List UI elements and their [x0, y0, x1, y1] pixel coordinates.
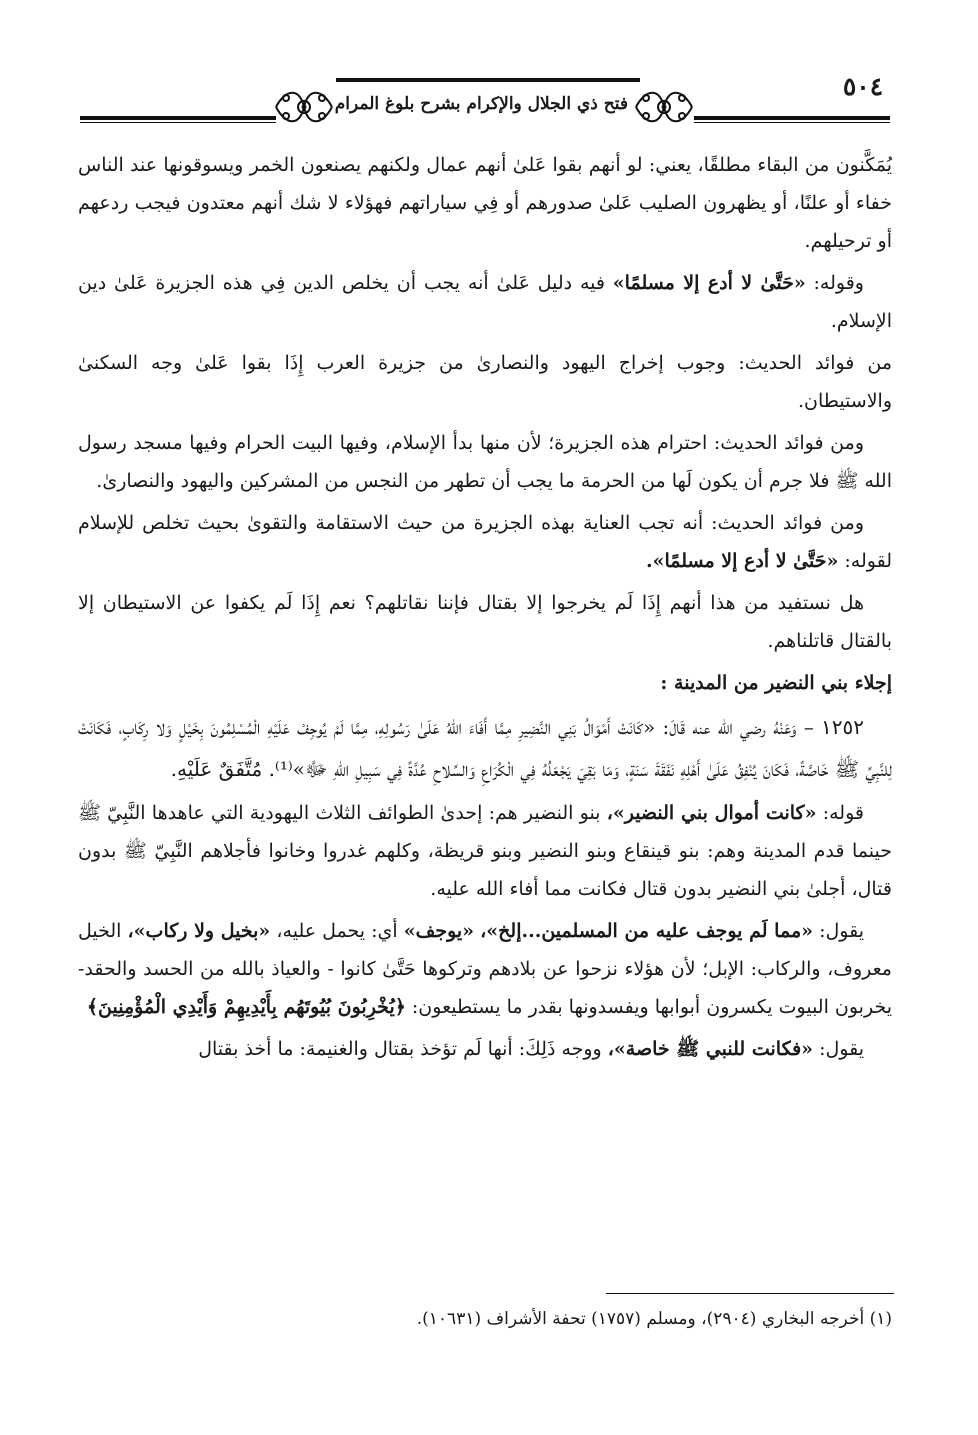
paragraph-8-quote-3: «بخيل ولا ركاب»،: [127, 920, 271, 942]
paragraph-9-lead: يقول:: [819, 1038, 864, 1060]
paragraph-8-quote-1: «مما لَم يوجف عليه من المسلمين...إلخ»،: [480, 920, 813, 942]
page-number: ٥٠٤: [842, 72, 884, 101]
paragraph-6: هل نستفيد من هذا أنهم إِذَا لَم يخرجوا إلا بقتال فإننا نقاتلهم؟ نعم إِذَا لَم يكفوا عن الاستيطان إلا بالقتال قاتلناهم.: [78, 592, 892, 652]
paragraph-8-mid: أي: يحمل عليه،: [276, 920, 398, 942]
main-text: [78, 146, 892, 1072]
paragraph-5-lead: ومن فوائد الحديث: أنه تجب العناية بهذه الجزيرة من حيث الاستقامة والتقوىٰ بحيث تخلص للإسلام لقوله:: [78, 512, 892, 572]
paragraph-7-quote: «كانت أموال بني النضير»،: [606, 802, 817, 824]
paragraph-4: ومن فوائد الحديث: احترام هذه الجزيرة؛ لأن منها بدأ الإسلام، وفيها البيت الحرام وفيها مسجد رسول الله ﷺ فلا جرم أن يكون لَها من الحرمة ما يجب أن تطهر من النجس من المشركين واليهود والنصارىٰ.: [78, 432, 892, 492]
header-rule-left-thin: [80, 122, 276, 123]
paragraph-8-lead: يقول:: [819, 920, 864, 942]
paragraph-7-rest: بنو النضير هم: إحدىٰ الطوائف الثلاث اليهودية التي عاهدها النَّبِيّ ﷺ حينما قدم المدينة وهم: بنو قينقاع وبنو النضير وبنو قريظة، وكلهم غدروا وخانوا فأجلاهم النَّبِيّ ﷺ بدون قتال، أجلىٰ بني النضير بدون قتال فكانت مما أفاء الله عليه.: [78, 802, 892, 900]
ornament-left-icon: [272, 84, 336, 130]
page-header: [80, 72, 890, 138]
paragraph-5-quote: «حَتَّىٰ لا أدع إلا مسلمًا».: [646, 550, 839, 572]
paragraph-8-quote-2: «يوجف»: [403, 920, 475, 942]
paragraph-8: [78, 912, 892, 1026]
header-rule-left: [80, 116, 276, 120]
paragraph-9-quote: «فكانت للنبي ﷺ خاصة»،: [607, 1038, 814, 1060]
paragraph-7-lead: قوله:: [822, 802, 864, 824]
paragraph-3: من فوائد الحديث: وجوب إخراج اليهود والنصارىٰ من جزيرة العرب إِذَا بقوا عَلىٰ وجه السكنىٰ والاستيطان.: [78, 352, 892, 412]
paragraph-9-mid: ووجه ذَلِكَ:: [518, 1038, 602, 1060]
ornament-right-icon: [632, 84, 696, 130]
header-rule-right-thin: [694, 122, 890, 123]
paragraph-2: [78, 264, 892, 340]
footnote-divider: [606, 1293, 894, 1294]
header-rule-right: [694, 116, 890, 120]
footnote: (١) أخرجه البخاري (٢٩٠٤)، ومسلم (١٧٥٧) تحفة الأشراف (١٠٦٣١).: [416, 1309, 892, 1329]
paragraph-9: [78, 1030, 892, 1068]
hadith-text: ١٢٥٢ – وَعَنْهُ رضي الله عنه قَالَ: «كَانَتْ أَمْوَالُ بَنِي النَّضِيرِ مِمَّا أَفَاءَ اللهُ عَلَىٰ رَسُولِهِ، مِمَّا لَمْ يُوجِفْ عَلَيْهِ الْمُسْلِمُونَ بِخَيْلٍ وَلا رِكَابٍ، فَكَانَتْ لِلنَّبِيِّ ﷺ خَاصَّةً، فَكَانَ يُنْفِقُ عَلَىٰ أَهْلِهِ نَفَقَةَ سَنَةٍ، وَمَا بَقِيَ يَجْعَلُهُ فِي الْكُرَاعِ وَالسِّلاحِ عُدَّةً فِي سَبِيلِ اللهِ ﷻ»⁽¹⁾. مُتَّفَقٌ عَلَيْهِ.: [78, 715, 892, 781]
paragraph-1: يُمَكَّنون من البقاء مطلقًا، يعني: لو أنهم بقوا عَلىٰ أنهم عمال ولكنهم يصنعون الخمر ويسوقونها عند الناس خفاء أو علنًا، أو يظهرون الصليب عَلىٰ صدورهم أو فِي سياراتهم فهؤلاء لا شك أنهم معتدون فيجب ردعهم أو ترحيلهم.: [78, 154, 892, 252]
paragraph-2-rest: فيه دليل عَلىٰ أنه يجب أن يخلص الدين فِي هذه الجزيرة عَلىٰ دين الإسلام.: [78, 272, 892, 332]
paragraph-7: [78, 794, 892, 908]
paragraph-2-quote: «حَتَّىٰ لا أدع إلا مسلمًا»: [612, 272, 806, 294]
paragraph-8-quran: ﴿يُخْرِبُونَ بُيُوتَهُم بِأَيْدِيهِمْ وَأَيْدِي الْمُؤْمِنِينَ﴾: [86, 996, 406, 1018]
paragraph-8-rest: الخيل معروف، والركاب: الإبل؛ لأن هؤلاء نزحوا عن بلادهم وتركوها حَتَّىٰ كانوا - والعياذ بالله من الحسد والحقد- يخربون البيوت يكسرون أبوابها ويفسدونها بقدر ما يستطيعون:: [78, 920, 892, 1018]
paragraph-2-lead: وقوله:: [813, 272, 864, 294]
running-title: فتح ذي الجلال والإكرام بشرح بلوغ المرام: [334, 94, 628, 114]
section-heading: إجلاء بني النضير من المدينة :: [660, 672, 892, 694]
paragraph-9-rest: أنها لَم تؤخذ بقتال والغنيمة: ما أخذ بقتال: [198, 1038, 513, 1060]
paragraph-5: [78, 504, 892, 580]
header-rule-top: [336, 78, 640, 82]
